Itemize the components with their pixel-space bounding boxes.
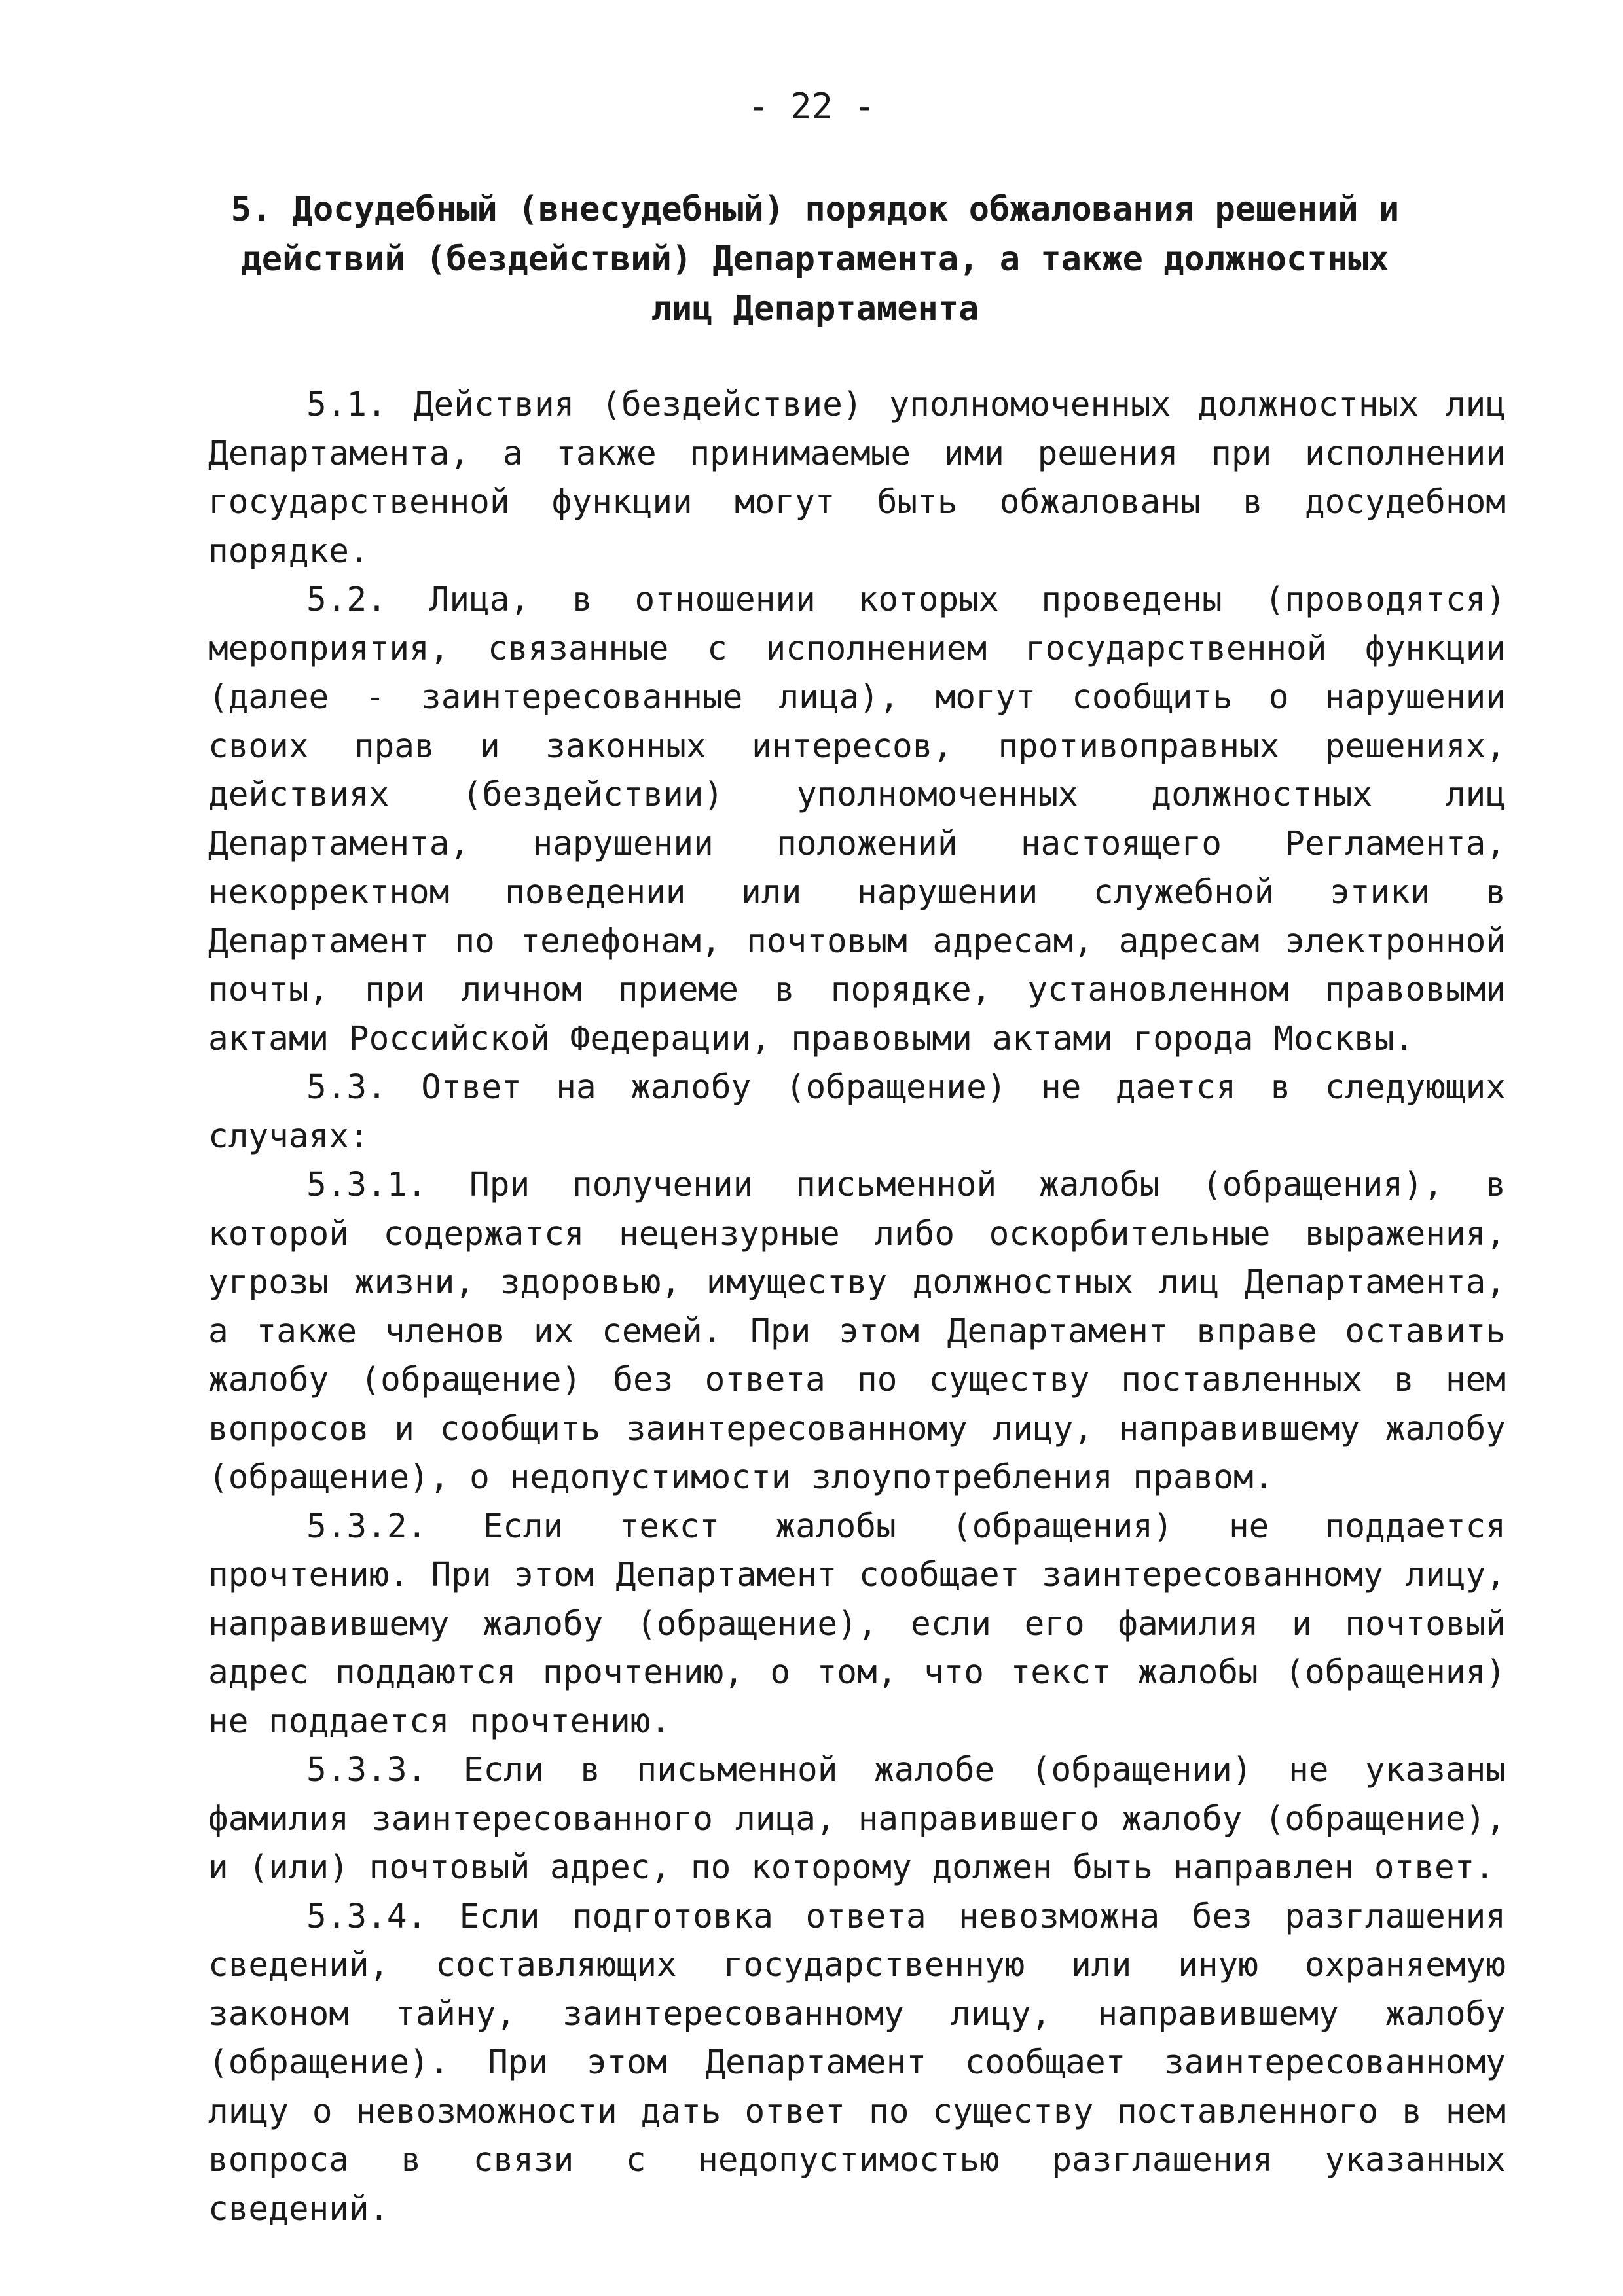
paragraph-5-1: 5.1. Действия (бездействие) уполномоченных должностных лиц Департамента, а также принимаемые ими решения при исполнении государственной функции могут быть обжалованы в досудебном порядке. <box>208 386 1506 571</box>
paragraph-5-3-4: 5.3.4. Если подготовка ответа невозможна без разглашения сведений, составляющих государственную или иную охраняемую законом тайну, заинтересованному лицу, направившему жалобу (обращение). При этом Департамент сообщает заинтересованному лицу о невозможности дать ответ по существу поставленного в нем вопроса в связи с недопустимостью разглашения указанных сведений. <box>208 1897 1506 2229</box>
paragraph-5-3-3: 5.3.3. Если в письменной жалобе (обращении) не указаны фамилия заинтересованного лица, направившего жалобу (обращение), и (или) почтовый адрес, по которому должен быть направлен ответ. <box>208 1751 1506 1887</box>
paragraph-5-3-1: 5.3.1. При получении письменной жалобы (обращения), в которой содержатся нецензурные либо оскорбительные выражения, угрозы жизни, здоровью, имуществу должностных лиц Департамента, а также членов их семей. При этом Департамент вправе оставить жалобу (обращение) без ответа по существу поставленных в нем вопросов и сообщить заинтересованному лицу, направившему жалобу (обращение), о недопустимости злоупотребления правом. <box>208 1166 1506 1497</box>
paragraph-5-2: 5.2. Лица, в отношении которых проведены (проводятся) мероприятия, связанные с исполнением государственной функции (далее - заинтересованные лица), могут сообщить о нарушении своих прав и законных интересов, противоправных решениях, действиях (бездействии) уполномоченных должностных лиц Департамента, нарушении положений настоящего Регламента, некорректном поведении или нарушении служебной этики в Департамент по телефонам, почтовым адресам, адресам электронной почты, при личном приеме в порядке, установленном правовыми актами Российской Федерации, правовыми актами города Москвы. <box>208 581 1506 1058</box>
section-heading: 5. Досудебный (внесудебный) порядок обжалования решений и действий (бездействий) Департамента, а также должностных лиц Департамента <box>230 190 1400 329</box>
document-body <box>208 381 1506 2234</box>
paragraph-5-3: 5.3. Ответ на жалобу (обращение) не дается в следующих случаях: <box>208 1068 1506 1156</box>
paragraph-5-3-2: 5.3.2. Если текст жалобы (обращения) не поддается прочтению. При этом Департамент сообщает заинтересованному лицу, направившему жалобу (обращение), если его фамилия и почтовый адрес поддаются прочтению, о том, что текст жалобы (обращения) не поддается прочтению. <box>208 1507 1506 1741</box>
page-number: - 22 - <box>747 86 876 127</box>
